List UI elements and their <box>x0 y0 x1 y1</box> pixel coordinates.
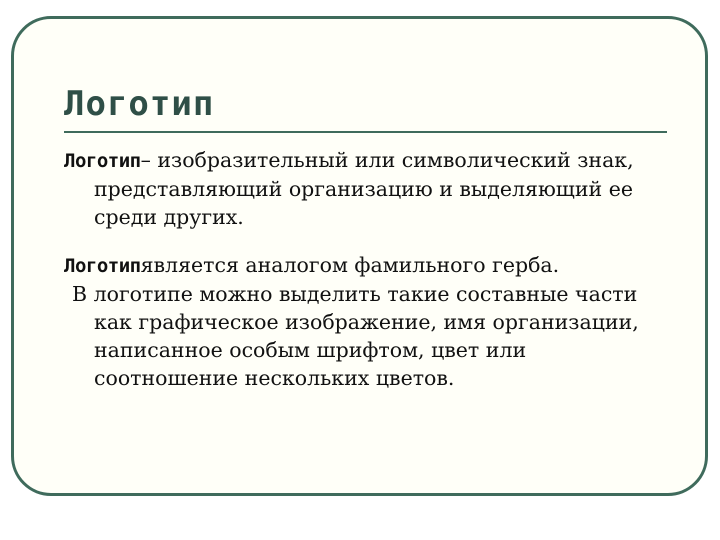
term-logo: Логотип <box>64 150 141 172</box>
analogy-paragraph <box>64 251 674 280</box>
slide-title: Логотип <box>64 84 215 124</box>
title-divider <box>64 131 667 133</box>
components-paragraph <box>72 280 674 392</box>
slide-body <box>64 146 674 392</box>
components-text: В логотипе можно выделить такие составные части как графическое изображение, имя организации, написанное особым шрифтом, цвет или соотношение нескольких цветов. <box>72 282 639 390</box>
definition-text: – изобразительный или символический знак, представляющий организацию и выделяющий ее среди других. <box>94 148 634 229</box>
term-logo: Логотип <box>64 255 141 277</box>
definition-paragraph <box>64 146 674 231</box>
analogy-text: является аналогом фамильного герба. <box>140 253 560 277</box>
